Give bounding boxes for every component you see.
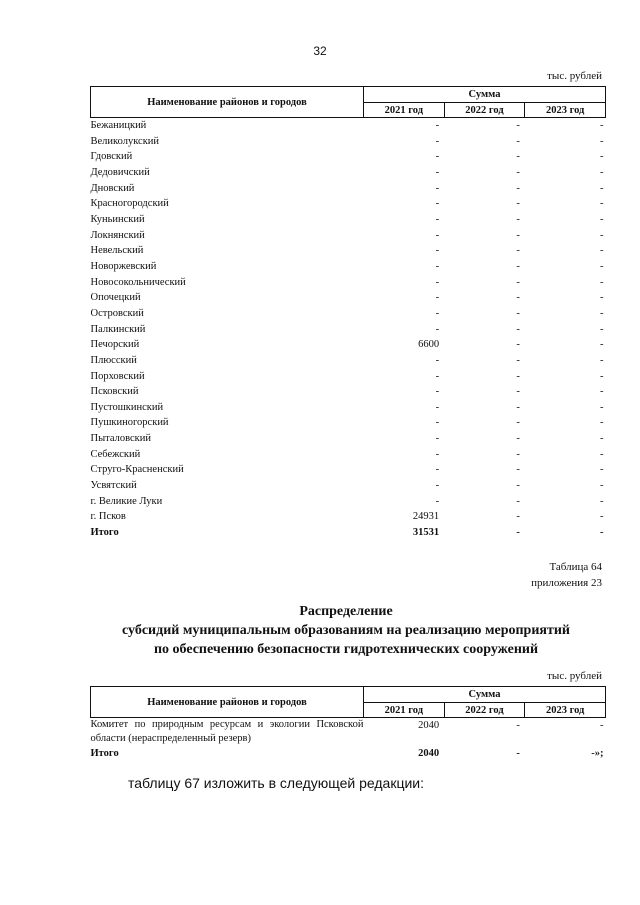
value-2022: - bbox=[516, 292, 520, 304]
row-name: Невельский bbox=[90, 245, 144, 257]
value-2022: - bbox=[516, 448, 520, 460]
row-name: Великолукский bbox=[90, 135, 160, 147]
row-name: Новоржевский bbox=[90, 260, 157, 272]
row-name: Пустошкинский bbox=[90, 401, 164, 413]
value-2021: - bbox=[435, 480, 440, 492]
value-2022: - bbox=[516, 198, 520, 210]
value-2021: - bbox=[435, 260, 440, 272]
table-row bbox=[91, 228, 606, 244]
table-row bbox=[91, 149, 606, 165]
table-row bbox=[91, 494, 606, 510]
row-name: Островский bbox=[90, 307, 144, 319]
units-label-2: тыс. рублей bbox=[547, 670, 602, 682]
value-2023: - bbox=[600, 354, 604, 366]
value-2022: - bbox=[516, 323, 520, 335]
value-2021: - bbox=[435, 354, 440, 366]
value-2023: - bbox=[600, 120, 604, 131]
value-2023: - bbox=[600, 213, 604, 225]
table-row bbox=[91, 400, 606, 416]
row-name: Бежаницкий bbox=[90, 120, 147, 131]
value-2023: - bbox=[600, 151, 604, 163]
column-header-name: Наименование районов и городов bbox=[91, 687, 364, 718]
total-row bbox=[91, 746, 606, 762]
column-header-2023: 2023 год bbox=[525, 103, 606, 118]
row-name: Плюсский bbox=[90, 354, 137, 366]
value-2021: - bbox=[435, 135, 440, 147]
value-2022: - bbox=[516, 511, 520, 523]
value-2023: - bbox=[600, 323, 604, 335]
column-header-2022: 2022 год bbox=[444, 103, 525, 118]
row-name: Дедовичский bbox=[90, 166, 150, 178]
value-2023: - bbox=[600, 511, 604, 523]
value-2023: - bbox=[600, 276, 604, 288]
table-row bbox=[91, 181, 606, 197]
value-2021: - bbox=[435, 323, 440, 335]
value-2022: - bbox=[516, 245, 520, 257]
value-2023: - bbox=[600, 480, 604, 492]
page-number: 32 bbox=[313, 44, 327, 58]
value-2022: - bbox=[516, 213, 520, 225]
row-name: Итого bbox=[90, 748, 119, 759]
table-1-body bbox=[91, 118, 606, 541]
value-2022: - bbox=[516, 495, 520, 507]
row-name: Опочецкий bbox=[90, 292, 141, 304]
row-name: г. Великие Луки bbox=[90, 495, 163, 507]
row-name: Порховский bbox=[90, 370, 145, 382]
table-row bbox=[91, 431, 606, 447]
heading-line-2: субсидий муниципальным образованиям на реализацию мероприятий bbox=[121, 623, 570, 638]
value-2023: - bbox=[600, 448, 604, 460]
value-2022: - bbox=[516, 720, 520, 731]
value-2022: - bbox=[516, 401, 520, 413]
value-2022: - bbox=[516, 433, 520, 445]
value-2021: - bbox=[435, 182, 440, 194]
row-name: Красногородский bbox=[90, 198, 169, 210]
value-2021: 2040 bbox=[418, 720, 440, 731]
table-row bbox=[91, 196, 606, 212]
value-2023: - bbox=[600, 720, 604, 731]
value-2022: - bbox=[516, 182, 520, 194]
table-row bbox=[91, 212, 606, 228]
value-2021: - bbox=[435, 433, 440, 445]
value-2021: 2040 bbox=[418, 748, 440, 759]
appendix-label: приложения 23 bbox=[531, 577, 602, 589]
row-name: Печорский bbox=[90, 339, 140, 351]
value-2023: - bbox=[600, 229, 604, 241]
value-2022: - bbox=[516, 417, 520, 429]
column-header-2021: 2021 год bbox=[364, 103, 445, 118]
value-2021: - bbox=[435, 166, 440, 178]
value-2022: - bbox=[516, 480, 520, 492]
value-2023: - bbox=[600, 307, 604, 319]
value-2023: - bbox=[600, 386, 604, 398]
row-name: Новосокольнический bbox=[90, 276, 186, 288]
closing-text: таблицу 67 изложить в следующей редакции: bbox=[128, 775, 425, 791]
value-2022: - bbox=[516, 229, 520, 241]
value-2022: - bbox=[516, 260, 520, 272]
value-2023: - bbox=[600, 339, 604, 351]
section-heading bbox=[0, 602, 640, 659]
row-name: Пушкиногорский bbox=[90, 417, 169, 429]
value-2021: 6600 bbox=[418, 339, 440, 351]
row-name: Куньинский bbox=[90, 213, 145, 225]
value-2023: -»; bbox=[591, 748, 604, 759]
subsidy-table-1 bbox=[90, 86, 606, 541]
value-2023: - bbox=[600, 495, 604, 507]
value-2021: - bbox=[435, 370, 440, 382]
table-row bbox=[91, 478, 606, 494]
value-2022: - bbox=[516, 120, 520, 131]
value-2021: 31531 bbox=[412, 527, 440, 539]
value-2021: - bbox=[435, 276, 440, 288]
value-2023: - bbox=[600, 401, 604, 413]
table-row bbox=[91, 353, 606, 369]
value-2022: - bbox=[516, 135, 520, 147]
column-header-name: Наименование районов и городов bbox=[91, 87, 364, 118]
table-row bbox=[91, 243, 606, 259]
value-2023: - bbox=[600, 527, 604, 539]
table-row bbox=[91, 306, 606, 322]
table-row bbox=[91, 509, 606, 525]
table-row bbox=[91, 165, 606, 181]
value-2022: - bbox=[516, 748, 520, 759]
row-name: Усвятский bbox=[90, 480, 137, 492]
table-row bbox=[91, 118, 606, 134]
row-name: Палкинский bbox=[90, 323, 146, 335]
value-2021: - bbox=[435, 448, 440, 460]
value-2021: - bbox=[435, 213, 440, 225]
value-2022: - bbox=[516, 166, 520, 178]
total-row bbox=[91, 525, 606, 541]
value-2022: - bbox=[516, 339, 520, 351]
value-2021: - bbox=[435, 495, 440, 507]
column-header-2021: 2021 год bbox=[364, 703, 445, 718]
row-name: Струго-Красненский bbox=[90, 464, 184, 476]
row-name: г. Псков bbox=[90, 511, 126, 523]
table-row bbox=[91, 259, 606, 275]
value-2022: - bbox=[516, 527, 520, 539]
value-2023: - bbox=[600, 292, 604, 304]
row-name: Пыталовский bbox=[90, 433, 151, 445]
table-number-label: Таблица 64 bbox=[549, 561, 602, 573]
table-row bbox=[91, 462, 606, 478]
row-name: Комитет по природным ресурсам и экологии Псковской области (нераспределенный резерв) bbox=[90, 719, 364, 744]
value-2021: - bbox=[435, 151, 440, 163]
value-2021: 24931 bbox=[412, 511, 440, 523]
value-2022: - bbox=[516, 307, 520, 319]
value-2023: - bbox=[600, 245, 604, 257]
column-header-sum: Сумма bbox=[364, 87, 606, 103]
value-2022: - bbox=[516, 151, 520, 163]
value-2023: - bbox=[600, 433, 604, 445]
table-row bbox=[91, 322, 606, 338]
row-name: Итого bbox=[90, 527, 119, 539]
value-2022: - bbox=[516, 370, 520, 382]
units-label: тыс. рублей bbox=[547, 70, 602, 82]
row-name: Псковский bbox=[90, 386, 139, 398]
table-row bbox=[91, 134, 606, 150]
table-row bbox=[91, 415, 606, 431]
value-2021: - bbox=[435, 401, 440, 413]
value-2023: - bbox=[600, 198, 604, 210]
row-name: Гдовский bbox=[90, 151, 133, 163]
row-name: Себежский bbox=[90, 448, 141, 460]
value-2021: - bbox=[435, 464, 440, 476]
value-2023: - bbox=[600, 370, 604, 382]
value-2021: - bbox=[435, 307, 440, 319]
table-row bbox=[91, 384, 606, 400]
heading-line-1: Распределение bbox=[299, 604, 393, 619]
value-2023: - bbox=[600, 260, 604, 272]
value-2022: - bbox=[516, 386, 520, 398]
value-2023: - bbox=[600, 182, 604, 194]
value-2022: - bbox=[516, 464, 520, 476]
table-row bbox=[91, 718, 606, 747]
value-2022: - bbox=[516, 276, 520, 288]
table-2-body bbox=[91, 718, 606, 762]
value-2021: - bbox=[435, 292, 440, 304]
value-2022: - bbox=[516, 354, 520, 366]
table-row bbox=[91, 369, 606, 385]
value-2021: - bbox=[435, 417, 440, 429]
value-2021: - bbox=[435, 245, 440, 257]
heading-line-3: по обеспечению безопасности гидротехнических сооружений bbox=[153, 642, 539, 657]
column-header-sum: Сумма bbox=[364, 687, 606, 703]
table-note bbox=[531, 559, 602, 591]
value-2021: - bbox=[435, 120, 440, 131]
value-2023: - bbox=[600, 417, 604, 429]
table-row bbox=[91, 337, 606, 353]
value-2023: - bbox=[600, 135, 604, 147]
value-2023: - bbox=[600, 464, 604, 476]
column-header-2022: 2022 год bbox=[444, 703, 525, 718]
value-2021: - bbox=[435, 386, 440, 398]
table-row bbox=[91, 290, 606, 306]
column-header-2023: 2023 год bbox=[525, 703, 606, 718]
row-name: Дновский bbox=[90, 182, 135, 194]
value-2021: - bbox=[435, 229, 440, 241]
subsidy-table-2 bbox=[90, 686, 606, 762]
value-2023: - bbox=[600, 166, 604, 178]
row-name: Локнянский bbox=[90, 229, 145, 241]
value-2021: - bbox=[435, 198, 440, 210]
table-row bbox=[91, 275, 606, 291]
table-row bbox=[91, 447, 606, 463]
